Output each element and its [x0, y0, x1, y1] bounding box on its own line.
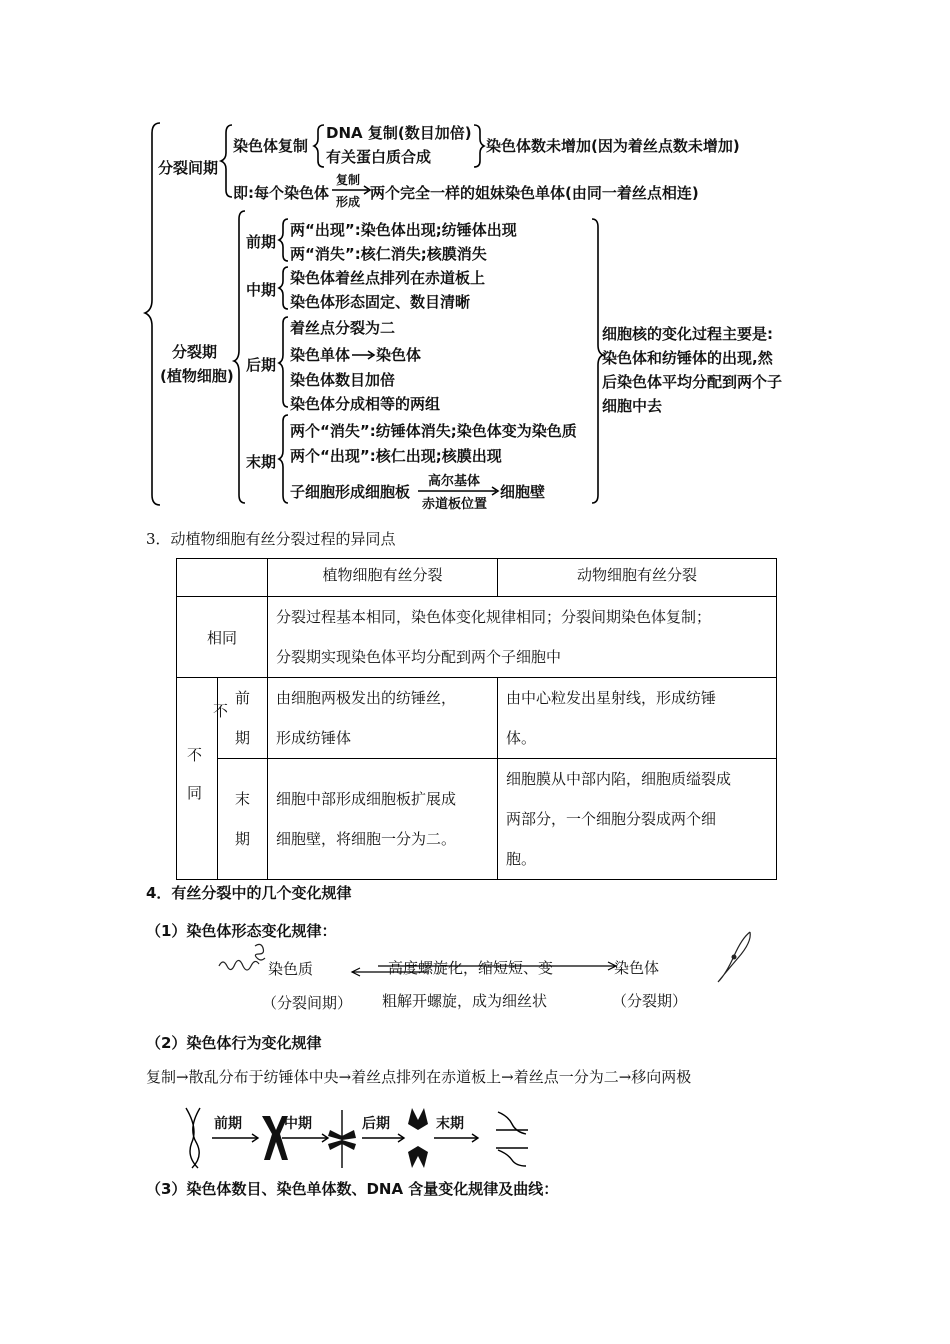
telophase-char-1: 末 — [234, 790, 250, 808]
diff-inner-label: 不 — [213, 702, 229, 720]
sub2-heading: （2）染色体行为变化规律 — [146, 1034, 322, 1052]
summary-line-4: 细胞中去 — [602, 397, 663, 415]
arrow-top-text: 高度螺旋化，缩短短、变 — [388, 959, 554, 977]
stage-prophase-label: 前期 — [214, 1116, 242, 1132]
interphase-label: 分裂间期 — [158, 159, 219, 177]
plant-telophase-2: 细胞壁，将细胞一分为二。 — [276, 830, 457, 848]
summary-line-1: 细胞核的变化过程主要是: — [602, 325, 773, 343]
plant-telophase-1: 细胞中部形成细胞板扩展成 — [276, 790, 457, 808]
arrow-top-label: 复制 — [336, 173, 361, 187]
prophase-char-1: 前 — [234, 689, 250, 707]
stage-anaphase-label: 后期 — [362, 1116, 390, 1132]
table-row-same — [177, 597, 777, 678]
anaphase-line-1: 着丝点分裂为二 — [290, 319, 396, 337]
arrow-bottom-text: 粗解开螺旋，成为细丝状 — [382, 992, 548, 1010]
table-header-row — [177, 559, 777, 597]
ie-prefix: 即:每个染色体 — [233, 184, 329, 202]
mitosis-sub-label: (植物细胞) — [160, 367, 234, 385]
telophase-line-1: 两个“消失”:纺锤体消失;染色体变为染色质 — [290, 422, 577, 440]
metaphase-line-2: 染色体形态固定、数目清晰 — [290, 293, 471, 311]
animal-prophase-2: 体。 — [506, 729, 537, 747]
mitosis-label: 分裂期 — [172, 343, 218, 361]
anaphase-line-2b: 染色体 — [376, 346, 422, 364]
prophase-line-1: 两“出现”:染色体出现;纺锤体出现 — [290, 221, 517, 239]
section4-heading: 4．有丝分裂中的几个变化规律 — [146, 884, 352, 902]
chromatin-label: 染色质 — [268, 960, 314, 978]
telophase-label: 末期 — [246, 453, 277, 471]
table-row-telophase — [177, 759, 777, 880]
plant-prophase-2: 形成纺锤体 — [276, 729, 352, 747]
summary-line-3: 后染色体平均分配到两个子 — [602, 373, 783, 391]
prophase-line-2: 两“消失”:核仁消失;核膜消失 — [290, 245, 487, 263]
metaphase-line-1: 染色体着丝点排列在赤道板上 — [290, 269, 486, 287]
chromosome-icon — [712, 928, 756, 986]
mitosis-summary-diagram — [140, 115, 810, 515]
telophase-line-2: 两个“出现”:核仁出现;核膜出现 — [290, 447, 502, 465]
chromosome-phase: （分裂期） — [612, 992, 688, 1010]
anaphase-line-4: 染色体分成相等的两组 — [290, 395, 441, 413]
stage-metaphase-label: 中期 — [284, 1116, 312, 1132]
prophase-label: 前期 — [246, 233, 277, 251]
protein-synthesis-text: 有关蛋白质合成 — [326, 148, 432, 166]
same-line-1: 分裂过程基本相同，染色体变化规律相同；分裂间期染色体复制； — [276, 608, 712, 626]
metaphase-label: 中期 — [246, 281, 277, 299]
chromatin-phase: （分裂间期） — [262, 994, 353, 1012]
chrom-replication-label: 染色体复制 — [233, 137, 309, 155]
telophase-line-3a: 子细胞形成细胞板 — [290, 483, 411, 501]
section3-heading: 3．动植物细胞有丝分裂过程的异同点 — [146, 530, 396, 548]
comparison-table — [176, 558, 777, 880]
anaphase-line-3: 染色体数目加倍 — [290, 371, 396, 389]
telophase-arrow-bottom: 赤道板位置 — [422, 497, 488, 512]
same-label: 相同 — [177, 597, 268, 678]
telophase-line-3b: 细胞壁 — [500, 483, 546, 501]
dna-replication-text: DNA 复制(数目加倍) — [326, 124, 472, 142]
arrow-bottom-label: 形成 — [336, 195, 361, 209]
col-plant-header: 植物细胞有丝分裂 — [268, 559, 498, 597]
stage-telophase-label: 末期 — [436, 1116, 464, 1132]
behavior-sequence: 复制→散乱分布于纺锤体中央→着丝点排列在赤道板上→着丝点一分为二→移向两极 — [146, 1068, 692, 1086]
anaphase-line-2a: 染色单体 — [290, 346, 351, 364]
sub1-heading: （1）染色体形态变化规律： — [146, 922, 337, 940]
sub3-heading: （3）染色体数目、染色单体数、DNA 含量变化规律及曲线： — [146, 1180, 559, 1198]
chrom-count-note: 染色体数未增加(因为着丝点数未增加) — [486, 137, 740, 155]
diff-label-1: 不 — [187, 746, 203, 764]
ie-suffix: 两个完全一样的姐妹染色单体(由同一着丝点相连) — [370, 184, 699, 202]
summary-line-2: 染色体和纺锤体的出现,然 — [602, 349, 773, 367]
animal-telophase-1: 细胞膜从中部内陷，细胞质缢裂成 — [506, 770, 732, 788]
col-animal-header: 动物细胞有丝分裂 — [498, 559, 777, 597]
chromatin-squiggle-icon — [215, 938, 270, 978]
same-line-2: 分裂期实现染色体平均分配到两个子细胞中 — [276, 648, 562, 666]
animal-prophase-1: 由中心粒发出星射线，形成纺锤 — [506, 689, 717, 707]
animal-telophase-3: 胞。 — [506, 850, 537, 868]
plant-prophase-1: 由细胞两极发出的纺锤丝， — [276, 689, 457, 707]
animal-telophase-2: 两部分，一个细胞分裂成两个细 — [506, 810, 717, 828]
anaphase-label: 后期 — [246, 356, 277, 374]
telophase-arrow-top: 高尔基体 — [428, 474, 481, 489]
prophase-char-2: 期 — [234, 729, 250, 747]
table-row-prophase — [177, 678, 777, 759]
diff-label-2: 同 — [187, 784, 203, 802]
telophase-char-2: 期 — [234, 830, 250, 848]
chromosome-label: 染色体 — [614, 959, 660, 977]
